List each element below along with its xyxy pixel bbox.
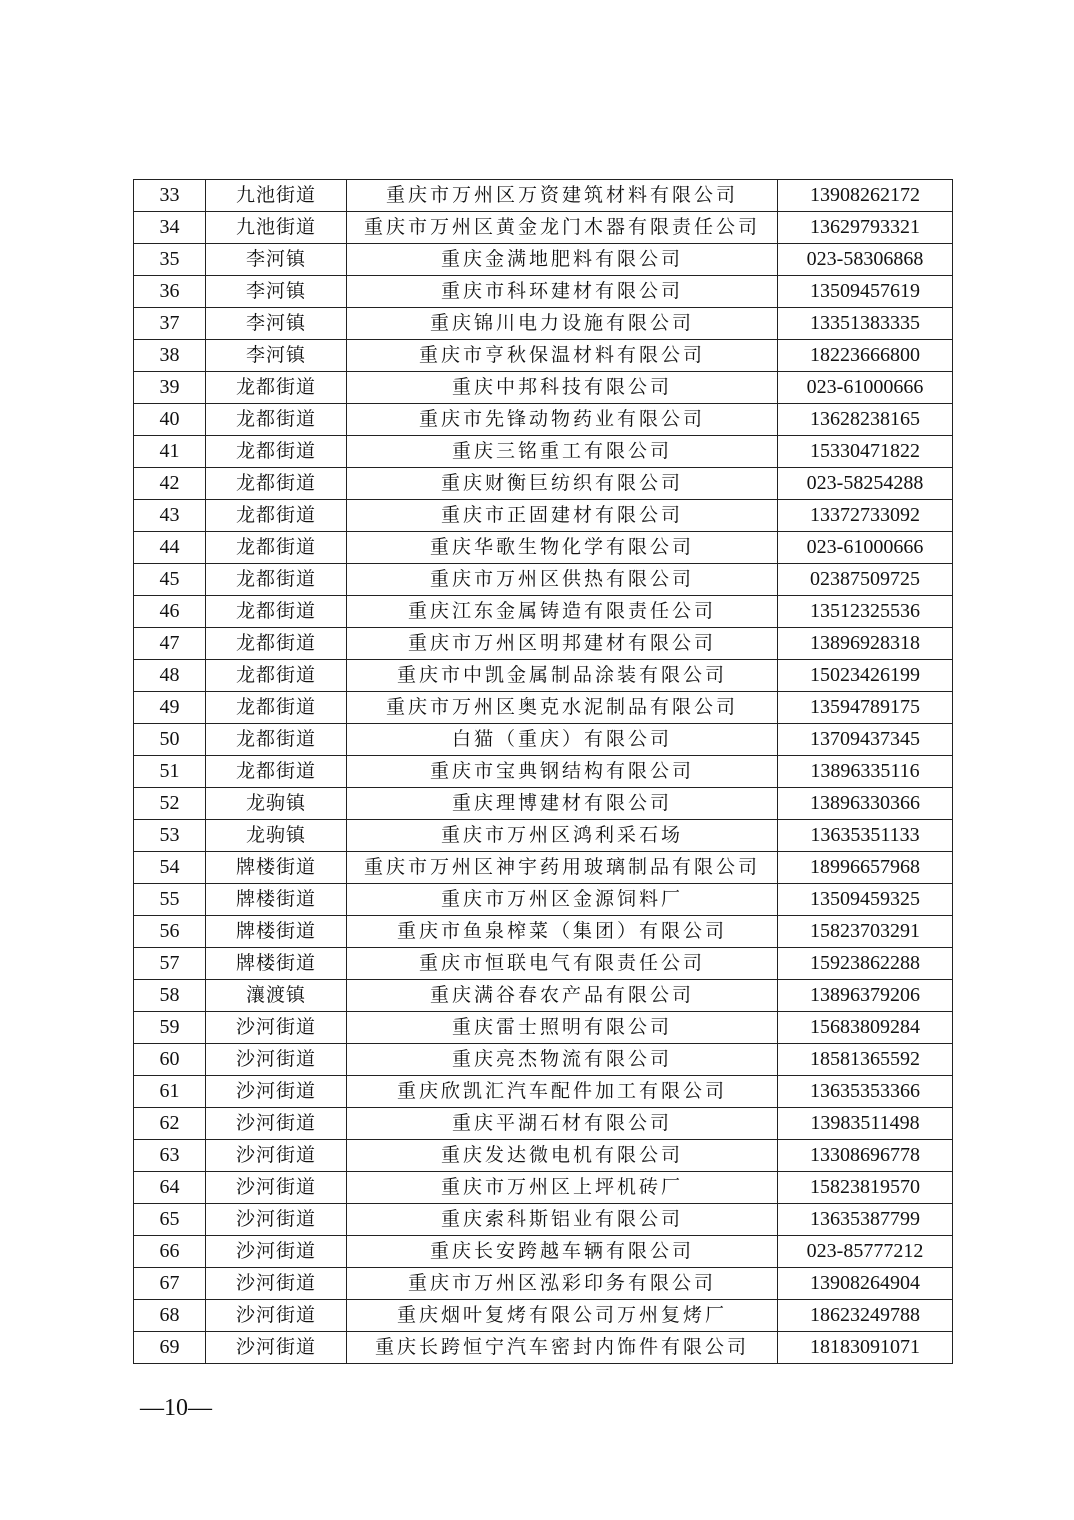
row-number-cell: 46	[134, 596, 206, 628]
town-cell: 龙都街道	[206, 756, 347, 788]
table-row	[134, 1172, 953, 1204]
town-cell: 李河镇	[206, 276, 347, 308]
table-row	[134, 660, 953, 692]
row-number-cell: 45	[134, 564, 206, 596]
town-cell: 龙都街道	[206, 724, 347, 756]
table-row	[134, 212, 953, 244]
company-name-cell: 重庆三铭重工有限公司	[347, 436, 778, 468]
row-number-cell: 48	[134, 660, 206, 692]
company-name-cell: 重庆市正固建材有限公司	[347, 500, 778, 532]
town-cell: 龙都街道	[206, 532, 347, 564]
table-row	[134, 1140, 953, 1172]
town-cell: 沙河街道	[206, 1044, 347, 1076]
row-number-cell: 39	[134, 372, 206, 404]
phone-cell: 13351383335	[778, 308, 953, 340]
town-cell: 沙河街道	[206, 1076, 347, 1108]
town-cell: 牌楼街道	[206, 852, 347, 884]
table-body	[134, 180, 953, 1364]
row-number-cell: 58	[134, 980, 206, 1012]
company-name-cell: 重庆市万州区万资建筑材料有限公司	[347, 180, 778, 212]
phone-cell: 13635351133	[778, 820, 953, 852]
town-cell: 沙河街道	[206, 1172, 347, 1204]
phone-cell: 02387509725	[778, 564, 953, 596]
company-name-cell: 重庆满谷春农产品有限公司	[347, 980, 778, 1012]
town-cell: 龙都街道	[206, 564, 347, 596]
phone-cell: 15823703291	[778, 916, 953, 948]
phone-cell: 023-58306868	[778, 244, 953, 276]
phone-cell: 13896928318	[778, 628, 953, 660]
company-name-cell: 重庆财衡巨纺织有限公司	[347, 468, 778, 500]
company-name-cell: 重庆市中凯金属制品涂装有限公司	[347, 660, 778, 692]
table-row	[134, 852, 953, 884]
town-cell: 龙都街道	[206, 436, 347, 468]
company-name-cell: 重庆江东金属铸造有限责任公司	[347, 596, 778, 628]
company-name-cell: 重庆中邦科技有限公司	[347, 372, 778, 404]
phone-cell: 13635353366	[778, 1076, 953, 1108]
table-row	[134, 1332, 953, 1364]
row-number-cell: 67	[134, 1268, 206, 1300]
phone-cell: 18183091071	[778, 1332, 953, 1364]
company-name-cell: 重庆平湖石材有限公司	[347, 1108, 778, 1140]
row-number-cell: 65	[134, 1204, 206, 1236]
row-number-cell: 34	[134, 212, 206, 244]
phone-cell: 13896335116	[778, 756, 953, 788]
phone-cell: 13709437345	[778, 724, 953, 756]
town-cell: 沙河街道	[206, 1332, 347, 1364]
company-name-cell: 重庆烟叶复烤有限公司万州复烤厂	[347, 1300, 778, 1332]
row-number-cell: 36	[134, 276, 206, 308]
phone-cell: 18223666800	[778, 340, 953, 372]
town-cell: 沙河街道	[206, 1108, 347, 1140]
table-row	[134, 532, 953, 564]
row-number-cell: 55	[134, 884, 206, 916]
row-number-cell: 61	[134, 1076, 206, 1108]
phone-cell: 13509459325	[778, 884, 953, 916]
row-number-cell: 66	[134, 1236, 206, 1268]
town-cell: 沙河街道	[206, 1204, 347, 1236]
phone-cell: 13983511498	[778, 1108, 953, 1140]
row-number-cell: 35	[134, 244, 206, 276]
table-row	[134, 884, 953, 916]
phone-cell: 13628238165	[778, 404, 953, 436]
table-row	[134, 372, 953, 404]
town-cell: 李河镇	[206, 244, 347, 276]
table-row	[134, 1268, 953, 1300]
company-name-cell: 重庆市万州区黄金龙门木器有限责任公司	[347, 212, 778, 244]
table-row	[134, 1044, 953, 1076]
town-cell: 李河镇	[206, 340, 347, 372]
town-cell: 龙驹镇	[206, 788, 347, 820]
row-number-cell: 62	[134, 1108, 206, 1140]
table-row	[134, 820, 953, 852]
town-cell: 龙驹镇	[206, 820, 347, 852]
row-number-cell: 37	[134, 308, 206, 340]
phone-cell: 13896330366	[778, 788, 953, 820]
row-number-cell: 43	[134, 500, 206, 532]
company-name-cell: 重庆雷士照明有限公司	[347, 1012, 778, 1044]
phone-cell: 15330471822	[778, 436, 953, 468]
table-row	[134, 436, 953, 468]
company-name-cell: 重庆欣凯汇汽车配件加工有限公司	[347, 1076, 778, 1108]
table-row	[134, 788, 953, 820]
town-cell: 龙都街道	[206, 692, 347, 724]
phone-cell: 13629793321	[778, 212, 953, 244]
row-number-cell: 33	[134, 180, 206, 212]
phone-cell: 13594789175	[778, 692, 953, 724]
company-name-cell: 重庆锦川电力设施有限公司	[347, 308, 778, 340]
company-name-cell: 重庆市亨秋保温材料有限公司	[347, 340, 778, 372]
table-row	[134, 1108, 953, 1140]
town-cell: 牌楼街道	[206, 948, 347, 980]
row-number-cell: 68	[134, 1300, 206, 1332]
company-name-cell: 重庆市万州区神宇药用玻璃制品有限公司	[347, 852, 778, 884]
company-name-cell: 重庆市科环建材有限公司	[347, 276, 778, 308]
row-number-cell: 54	[134, 852, 206, 884]
phone-cell: 023-61000666	[778, 372, 953, 404]
row-number-cell: 64	[134, 1172, 206, 1204]
table-row	[134, 980, 953, 1012]
table-row	[134, 948, 953, 980]
town-cell: 龙都街道	[206, 372, 347, 404]
company-name-cell: 白猫（重庆）有限公司	[347, 724, 778, 756]
company-name-cell: 重庆华歌生物化学有限公司	[347, 532, 778, 564]
phone-cell: 18623249788	[778, 1300, 953, 1332]
table-row	[134, 1236, 953, 1268]
company-table	[133, 179, 953, 1364]
table-row	[134, 564, 953, 596]
town-cell: 牌楼街道	[206, 916, 347, 948]
phone-cell: 13908262172	[778, 180, 953, 212]
town-cell: 沙河街道	[206, 1140, 347, 1172]
town-cell: 沙河街道	[206, 1268, 347, 1300]
row-number-cell: 69	[134, 1332, 206, 1364]
town-cell: 九池街道	[206, 180, 347, 212]
row-number-cell: 53	[134, 820, 206, 852]
table-row	[134, 180, 953, 212]
table-row	[134, 692, 953, 724]
row-number-cell: 47	[134, 628, 206, 660]
town-cell: 牌楼街道	[206, 884, 347, 916]
town-cell: 九池街道	[206, 212, 347, 244]
company-name-cell: 重庆市恒联电气有限责任公司	[347, 948, 778, 980]
row-number-cell: 40	[134, 404, 206, 436]
phone-cell: 13896379206	[778, 980, 953, 1012]
town-cell: 瀼渡镇	[206, 980, 347, 1012]
row-number-cell: 50	[134, 724, 206, 756]
company-name-cell: 重庆市先锋动物药业有限公司	[347, 404, 778, 436]
phone-cell: 18996657968	[778, 852, 953, 884]
phone-cell: 023-61000666	[778, 532, 953, 564]
table-row	[134, 916, 953, 948]
company-name-cell: 重庆亮杰物流有限公司	[347, 1044, 778, 1076]
phone-cell: 15823819570	[778, 1172, 953, 1204]
phone-cell: 15923862288	[778, 948, 953, 980]
town-cell: 龙都街道	[206, 404, 347, 436]
phone-cell: 13372733092	[778, 500, 953, 532]
phone-cell: 13509457619	[778, 276, 953, 308]
table-row	[134, 244, 953, 276]
company-name-cell: 重庆市宝典钢结构有限公司	[347, 756, 778, 788]
town-cell: 沙河街道	[206, 1236, 347, 1268]
table-row	[134, 724, 953, 756]
table-row	[134, 276, 953, 308]
phone-cell: 15683809284	[778, 1012, 953, 1044]
row-number-cell: 60	[134, 1044, 206, 1076]
row-number-cell: 42	[134, 468, 206, 500]
company-name-cell: 重庆理博建材有限公司	[347, 788, 778, 820]
company-name-cell: 重庆市鱼泉榨菜（集团）有限公司	[347, 916, 778, 948]
table-row	[134, 628, 953, 660]
company-name-cell: 重庆长跨恒宁汽车密封内饰件有限公司	[347, 1332, 778, 1364]
company-name-cell: 重庆市万州区上坪机砖厂	[347, 1172, 778, 1204]
company-name-cell: 重庆长安跨越车辆有限公司	[347, 1236, 778, 1268]
phone-cell: 15023426199	[778, 660, 953, 692]
row-number-cell: 57	[134, 948, 206, 980]
company-name-cell: 重庆市万州区明邦建材有限公司	[347, 628, 778, 660]
company-name-cell: 重庆索科斯铝业有限公司	[347, 1204, 778, 1236]
phone-cell: 023-58254288	[778, 468, 953, 500]
row-number-cell: 38	[134, 340, 206, 372]
company-name-cell: 重庆市万州区鸿利采石场	[347, 820, 778, 852]
company-name-cell: 重庆发达微电机有限公司	[347, 1140, 778, 1172]
row-number-cell: 44	[134, 532, 206, 564]
table-row	[134, 340, 953, 372]
phone-cell: 13512325536	[778, 596, 953, 628]
town-cell: 沙河街道	[206, 1300, 347, 1332]
table-row	[134, 404, 953, 436]
row-number-cell: 52	[134, 788, 206, 820]
town-cell: 沙河街道	[206, 1012, 347, 1044]
table-row	[134, 1012, 953, 1044]
row-number-cell: 49	[134, 692, 206, 724]
table-row	[134, 1300, 953, 1332]
table-row	[134, 756, 953, 788]
town-cell: 龙都街道	[206, 500, 347, 532]
town-cell: 龙都街道	[206, 596, 347, 628]
company-name-cell: 重庆市万州区金源饲料厂	[347, 884, 778, 916]
table-row	[134, 1076, 953, 1108]
table-row	[134, 1204, 953, 1236]
phone-cell: 13635387799	[778, 1204, 953, 1236]
table-row	[134, 500, 953, 532]
company-name-cell: 重庆市万州区供热有限公司	[347, 564, 778, 596]
town-cell: 李河镇	[206, 308, 347, 340]
row-number-cell: 41	[134, 436, 206, 468]
town-cell: 龙都街道	[206, 660, 347, 692]
town-cell: 龙都街道	[206, 468, 347, 500]
table-row	[134, 596, 953, 628]
company-name-cell: 重庆市万州区奥克水泥制品有限公司	[347, 692, 778, 724]
table-row	[134, 468, 953, 500]
row-number-cell: 56	[134, 916, 206, 948]
phone-cell: 13908264904	[778, 1268, 953, 1300]
town-cell: 龙都街道	[206, 628, 347, 660]
phone-cell: 18581365592	[778, 1044, 953, 1076]
page-number: —10—	[140, 1395, 212, 1421]
row-number-cell: 51	[134, 756, 206, 788]
row-number-cell: 63	[134, 1140, 206, 1172]
phone-cell: 023-85777212	[778, 1236, 953, 1268]
row-number-cell: 59	[134, 1012, 206, 1044]
company-name-cell: 重庆市万州区泓彩印务有限公司	[347, 1268, 778, 1300]
table-row	[134, 308, 953, 340]
company-name-cell: 重庆金满地肥料有限公司	[347, 244, 778, 276]
phone-cell: 13308696778	[778, 1140, 953, 1172]
